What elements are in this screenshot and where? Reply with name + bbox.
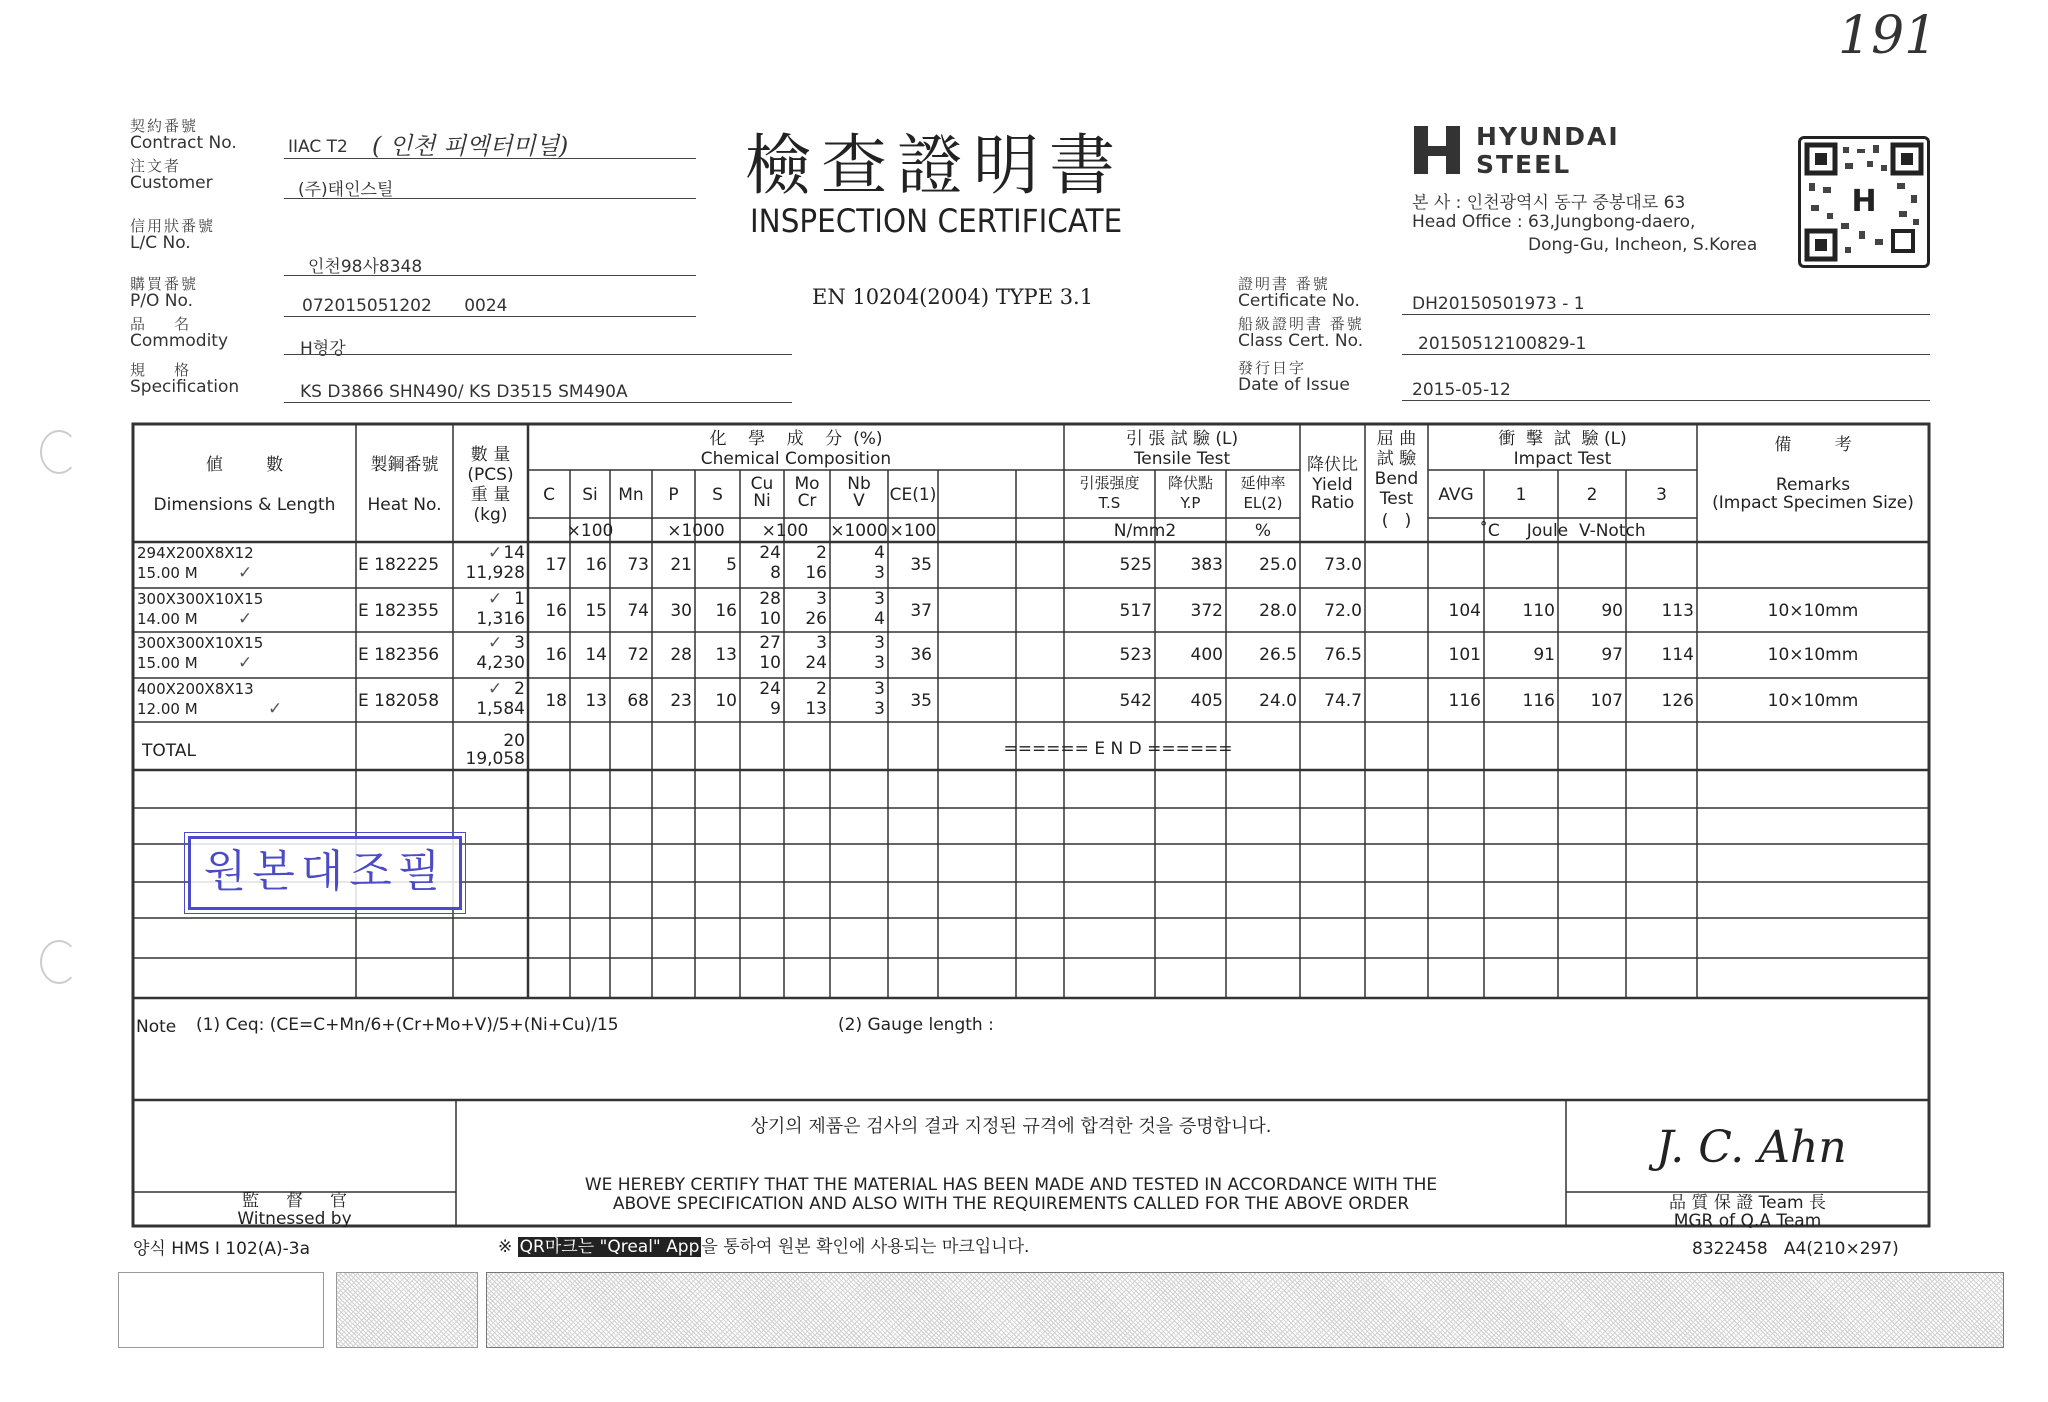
check-mark-icon: ✓ <box>238 653 253 673</box>
company-address-ko: 본 사 : 인천광역시 동구 중봉대로 63 <box>1412 193 1686 213</box>
specification-label: 規 格 Specification <box>130 361 240 397</box>
row-chem-p: 28 <box>670 645 692 665</box>
witness-en: Witnessed by <box>237 1209 352 1229</box>
row-remarks: 10×10mm <box>1767 601 1859 621</box>
qty-header-3: 重 量 <box>470 485 511 505</box>
logo-text-steel: STEEL <box>1476 150 1572 179</box>
row-elongation: 25.0 <box>1259 555 1297 575</box>
row-chem-c: 16 <box>545 645 567 665</box>
row-length: 12.00 M <box>137 700 198 718</box>
chem-unit-4: ×1000 <box>830 521 888 541</box>
check-mark-icon: ✓ <box>488 543 503 563</box>
chem-col-mo-cr: Mo Cr <box>794 474 820 511</box>
row-dimension: 294X200X8X12 <box>137 544 254 562</box>
row-chem-si: 16 <box>585 555 607 575</box>
date-of-issue-label: 發行日字 Date of Issue <box>1238 359 1350 395</box>
check-mark-icon: ✓ <box>238 609 253 629</box>
row-tensile-strength: 525 <box>1119 555 1152 575</box>
row-yield-ratio: 72.0 <box>1324 601 1362 621</box>
lc-no-label: 信用狀番號 L/C No. <box>130 217 216 253</box>
check-mark-icon: ✓ <box>488 589 503 609</box>
row-impact-3: 113 <box>1661 601 1694 621</box>
row-yield-point: 405 <box>1190 691 1223 711</box>
chem-col-s: S <box>712 485 723 505</box>
row-tensile-strength: 542 <box>1119 691 1152 711</box>
row-chem-c: 18 <box>545 691 567 711</box>
row-heat-no: E 182225 <box>358 555 440 575</box>
row-chem-ce: 36 <box>910 645 932 665</box>
contract-no-label: 契約番號 Contract No. <box>130 117 237 153</box>
title-cjk: 檢查證明書 <box>745 127 1125 204</box>
manager-signature: J. C. Ahn <box>1656 1122 1847 1173</box>
qr-note-highlight: QR마크는 "Qreal" App <box>519 1237 700 1257</box>
chem-unit-5: ×100 <box>889 521 937 541</box>
check-mark-icon: ✓ <box>268 699 283 719</box>
row-chem-si: 13 <box>585 691 607 711</box>
certify-text-en-2: ABOVE SPECIFICATION AND ALSO WITH THE REQUIREMENTS CALLED FOR THE ABOVE ORDER <box>612 1194 1410 1214</box>
doc-code: 8322458 A4(210×297) <box>1692 1239 1899 1259</box>
impact-col-1: 1 <box>1515 485 1527 505</box>
yield-ratio-en-2: Ratio <box>1310 493 1355 513</box>
row-elongation: 26.5 <box>1259 645 1297 665</box>
check-mark-icon: ✓ <box>238 563 253 583</box>
contract-no-value: IIAC T2 <box>288 137 348 157</box>
remarks-header-en-1: Remarks <box>1775 475 1851 495</box>
row-heat-no: E 182355 <box>358 601 440 621</box>
commodity-label: 品 名 Commodity <box>130 315 229 351</box>
total-kg: 19,058 <box>465 749 525 769</box>
row-impact-1: 91 <box>1533 645 1555 665</box>
bend-unit: ( ) <box>1381 511 1412 531</box>
manager-title-en: MGR of Q.A Team <box>1673 1211 1822 1231</box>
row-heat-no: E 182058 <box>358 691 440 711</box>
row-weight: 11,928 <box>465 563 525 583</box>
row-chem-ni: 10 <box>759 653 781 673</box>
row-chem-v: 4 <box>874 609 885 629</box>
row-yield-point: 372 <box>1190 601 1223 621</box>
row-impact-3: 114 <box>1661 645 1694 665</box>
chem-col-c: C <box>543 485 555 505</box>
row-impact-1: 110 <box>1522 601 1555 621</box>
row-chem-ni: 8 <box>770 563 781 583</box>
row-yield-ratio: 76.5 <box>1324 645 1362 665</box>
qr-note-rest: 을 통하여 원본 확인에 사용되는 마크입니다. <box>701 1237 1030 1257</box>
qty-header-2: (PCS) <box>467 465 514 485</box>
row-tensile-strength: 523 <box>1119 645 1152 665</box>
contract-no-handwritten: ( 인천 피엑터미널) <box>372 132 569 160</box>
customer-value: (주)태인스틸 <box>298 180 394 200</box>
row-pcs: 1 <box>514 589 525 609</box>
tensile-header-en: Tensile Test <box>1133 449 1231 469</box>
row-chem-v: 3 <box>874 563 885 583</box>
row-chem-v: 3 <box>874 699 885 719</box>
el-unit: % <box>1254 521 1272 541</box>
row-pcs: 3 <box>514 633 525 653</box>
specification-value: KS D3866 SHN490/ KS D3515 SM490A <box>300 382 628 402</box>
chem-col-si: Si <box>582 485 598 505</box>
row-chem-mo: 2 <box>816 679 827 699</box>
total-label: TOTAL <box>142 741 196 761</box>
row-remarks: 10×10mm <box>1767 645 1859 665</box>
impact-unit: ˚C Joule V-Notch <box>1479 521 1646 541</box>
row-chem-s: 10 <box>715 691 737 711</box>
row-impact-2: 107 <box>1590 691 1623 711</box>
customer-label: 注文者 Customer <box>130 157 213 193</box>
row-chem-mo: 2 <box>816 543 827 563</box>
row-chem-s: 13 <box>715 645 737 665</box>
row-chem-c: 16 <box>545 601 567 621</box>
security-pattern-small <box>336 1272 478 1348</box>
row-heat-no: E 182356 <box>358 645 440 665</box>
stamp-text: 원본대조필 <box>203 846 447 897</box>
po-no-label: 購買番號 P/O No. <box>130 275 199 311</box>
row-impact-avg: 116 <box>1448 691 1481 711</box>
row-yield-ratio: 73.0 <box>1324 555 1362 575</box>
logo-text-hyundai: HYUNDAI <box>1476 122 1620 151</box>
row-chem-mn: 73 <box>627 555 649 575</box>
total-pcs: 20 <box>503 731 525 751</box>
row-yield-point: 400 <box>1190 645 1223 665</box>
chem-col-p: P <box>668 485 679 505</box>
chem-col-nb-v: Nb V <box>847 474 871 511</box>
row-chem-mo: 3 <box>816 589 827 609</box>
remarks-header-cjk: 備 考 <box>1774 435 1852 455</box>
bend-en-2: Test <box>1379 489 1414 509</box>
class-cert-no-value: 20150512100829-1 <box>1418 334 1587 354</box>
row-chem-p: 30 <box>670 601 692 621</box>
standard: EN 10204(2004) TYPE 3.1 <box>812 285 1094 309</box>
date-of-issue-value: 2015-05-12 <box>1412 380 1511 400</box>
row-chem-cr: 26 <box>805 609 827 629</box>
po-no-value: 072015051202 0024 <box>302 296 508 316</box>
certificate-no-value: DH20150501973 - 1 <box>1412 294 1585 314</box>
qty-header-4: (kg) <box>473 505 508 525</box>
chem-unit-1: ×100 <box>566 521 614 541</box>
row-length: 14.00 M <box>137 610 198 628</box>
security-pattern-strip <box>486 1272 2004 1348</box>
chem-unit-2: ×1000 <box>667 521 725 541</box>
certify-text-en-1: WE HEREBY CERTIFY THAT THE MATERIAL HAS BEEN MADE AND TESTED IN ACCORDANCE WITH THE <box>584 1175 1438 1195</box>
row-impact-avg: 101 <box>1448 645 1481 665</box>
row-chem-ce: 37 <box>910 601 932 621</box>
chem-col-ce: CE(1) <box>889 485 937 505</box>
company-address-en-2: Dong-Gu, Incheon, S.Korea <box>1528 235 1758 255</box>
commodity-value: H형강 <box>300 339 346 359</box>
row-weight: 1,584 <box>476 699 525 719</box>
row-chem-ce: 35 <box>910 691 932 711</box>
bend-cjk-2: 試 驗 <box>1376 449 1417 469</box>
remarks-header-en-2: (Impact Specimen Size) <box>1712 493 1914 513</box>
bend-en-1: Bend <box>1374 469 1419 489</box>
title-en: INSPECTION CERTIFICATE <box>750 202 1123 240</box>
row-length: 15.00 M <box>137 654 198 672</box>
lc-no-value: 인천98사8348 <box>308 257 423 277</box>
end-marker: ====== E N D ====== <box>1003 739 1233 759</box>
row-chem-p: 23 <box>670 691 692 711</box>
tensile-header-cjk: 引 張 試 驗 (L) <box>1125 429 1239 449</box>
row-chem-si: 15 <box>585 601 607 621</box>
impact-col-2: 2 <box>1586 485 1598 505</box>
chem-header-cjk: 化 學 成 分 (%) <box>709 429 883 449</box>
chem-unit-3: ×100 <box>761 521 809 541</box>
bend-cjk-1: 屈 曲 <box>1376 429 1417 449</box>
row-chem-mn: 74 <box>627 601 649 621</box>
dim-header-en: Dimensions & Length <box>153 495 336 515</box>
witness-cjk: 監 督 官 <box>241 1191 348 1211</box>
row-dimension: 400X200X8X13 <box>137 680 254 698</box>
note-label: Note <box>136 1017 177 1037</box>
row-elongation: 28.0 <box>1259 601 1297 621</box>
row-chem-nb: 3 <box>874 679 885 699</box>
row-yield-ratio: 74.7 <box>1324 691 1362 711</box>
row-chem-ni: 9 <box>770 699 781 719</box>
row-impact-2: 90 <box>1601 601 1623 621</box>
row-chem-mn: 68 <box>627 691 649 711</box>
row-tensile-strength: 517 <box>1119 601 1152 621</box>
row-pcs: 14 <box>503 543 525 563</box>
row-chem-cu: 24 <box>759 679 781 699</box>
row-chem-si: 14 <box>585 645 607 665</box>
chem-header-en: Chemical Composition <box>700 449 892 469</box>
check-mark-icon: ✓ <box>488 633 503 653</box>
qr-note <box>498 1238 1029 1256</box>
row-chem-cu: 27 <box>759 633 781 653</box>
manager-title-cjk: 品 質 保 證 Team 長 <box>1669 1193 1826 1213</box>
row-chem-ce: 35 <box>910 555 932 575</box>
row-length: 15.00 M <box>137 564 198 582</box>
chem-col-mn: Mn <box>618 485 644 505</box>
company-address-en-1: Head Office : 63,Jungbong-daero, <box>1412 212 1696 232</box>
certificate-no-label: 證明書 番號 Certificate No. <box>1238 275 1360 311</box>
original-copy-stamp <box>188 836 462 910</box>
row-chem-nb: 3 <box>874 589 885 609</box>
certify-text-ko: 상기의 제품은 검사의 결과 지정된 규격에 합격한 것을 증명합니다. <box>750 1116 1272 1137</box>
svg-text:H: H <box>1851 184 1877 219</box>
row-chem-cr: 24 <box>805 653 827 673</box>
row-chem-cu: 24 <box>759 543 781 563</box>
row-chem-cr: 16 <box>805 563 827 583</box>
row-impact-2: 97 <box>1601 645 1623 665</box>
row-elongation: 24.0 <box>1259 691 1297 711</box>
row-impact-1: 116 <box>1522 691 1555 711</box>
row-remarks: 10×10mm <box>1767 691 1859 711</box>
dim-header-cjk: 値 數 <box>205 455 284 475</box>
row-chem-mo: 3 <box>816 633 827 653</box>
row-chem-ni: 10 <box>759 609 781 629</box>
row-impact-avg: 104 <box>1448 601 1481 621</box>
impact-col-3: 3 <box>1656 485 1667 505</box>
ts-header-en: T.S <box>1098 494 1121 512</box>
qty-header-1: 數 量 <box>470 445 511 465</box>
row-chem-nb: 4 <box>874 543 885 563</box>
row-chem-p: 21 <box>670 555 692 575</box>
note-2: (2) Gauge length : <box>838 1015 994 1035</box>
row-weight: 1,316 <box>476 609 525 629</box>
yp-header-en: Y.P <box>1180 494 1201 512</box>
row-yield-point: 383 <box>1190 555 1223 575</box>
yp-header-cjk: 降伏點 <box>1167 474 1213 492</box>
row-chem-c: 17 <box>545 555 567 575</box>
row-chem-cr: 13 <box>805 699 827 719</box>
el-header-cjk: 延伸率 <box>1240 474 1286 492</box>
impact-col-avg: AVG <box>1438 485 1474 505</box>
impact-header-en: Impact Test <box>1513 449 1612 469</box>
form-code: 양식 HMS I 102(A)-3a <box>133 1239 311 1259</box>
row-chem-s: 5 <box>726 555 737 575</box>
page-number: 191 <box>1838 6 1938 66</box>
yield-ratio-cjk: 降伏比 <box>1307 455 1358 475</box>
el-header-en: EL(2) <box>1243 494 1283 512</box>
row-chem-s: 16 <box>715 601 737 621</box>
class-cert-no-label: 船級證明書 番號 Class Cert. No. <box>1238 315 1364 351</box>
security-seal-box <box>118 1272 324 1348</box>
heat-header-en: Heat No. <box>367 495 442 515</box>
row-pcs: 2 <box>514 679 525 699</box>
row-chem-v: 3 <box>874 653 885 673</box>
check-mark-icon: ✓ <box>488 679 503 699</box>
ts-header-cjk: 引張强度 <box>1079 474 1140 492</box>
impact-header-cjk: 衝 擊 試 驗 (L) <box>1498 429 1627 449</box>
row-dimension: 300X300X10X15 <box>137 634 264 652</box>
row-chem-nb: 3 <box>874 633 885 653</box>
chem-col-cu-ni: Cu Ni <box>750 474 774 511</box>
row-chem-cu: 28 <box>759 589 781 609</box>
row-impact-3: 126 <box>1661 691 1694 711</box>
qr-note-prefix: ※ <box>498 1237 513 1257</box>
row-chem-mn: 72 <box>627 645 649 665</box>
yield-ratio-en-1: Yield <box>1312 475 1353 495</box>
row-weight: 4,230 <box>476 653 525 673</box>
heat-header-cjk: 製鋼番號 <box>370 455 439 475</box>
tensile-unit: N/mm2 <box>1113 521 1177 541</box>
row-dimension: 300X300X10X15 <box>137 590 264 608</box>
note-1: (1) Ceq: (CE=C+Mn/6+(Cr+Mo+V)/5+(Ni+Cu)/15 <box>196 1015 619 1035</box>
